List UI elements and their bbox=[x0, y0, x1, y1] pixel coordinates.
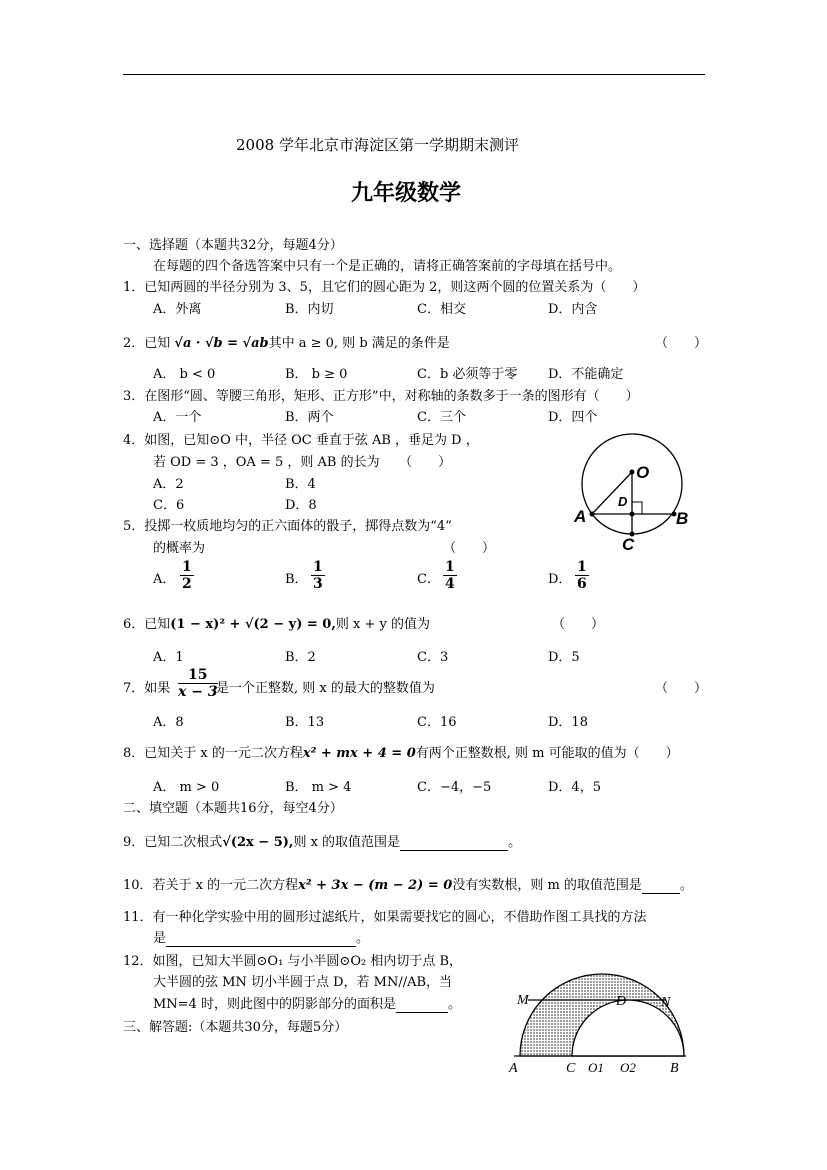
label-c: C bbox=[622, 535, 635, 554]
label-c: C bbox=[566, 1061, 576, 1075]
q5-c-denominator: 4 bbox=[445, 576, 455, 592]
q6-option-c: C．3 bbox=[417, 650, 449, 665]
q9-answer-blank[interactable] bbox=[400, 835, 508, 851]
q1-option-d: D．内含 bbox=[548, 302, 598, 317]
question-12-line1: 12．如图，已知大半圆⊙O₁ 与小半圆⊙O₂ 相内切于点 B， bbox=[123, 954, 463, 969]
q5-a-denominator: 2 bbox=[182, 576, 192, 592]
question-5-line2: 的概率为 bbox=[153, 541, 206, 556]
question-4-line1: 4．如图，已知⊙O 中，半径 OC 垂直于弦 AB ，垂足为 D ， bbox=[123, 433, 479, 448]
label-b: B bbox=[670, 1061, 679, 1075]
question-11-line1: 11．有一种化学实验中用的圆形过滤纸片，如果需要找它的圆心，不借助作图工具找的方法 bbox=[123, 910, 647, 925]
q1-option-b: B．内切 bbox=[285, 302, 334, 317]
q8-prefix: 8．已知关于 x 的一元二次方程 bbox=[123, 746, 303, 761]
q5-option-b-fraction bbox=[311, 559, 325, 592]
question-7-suffix: 是一个正整数, 则 x 的最大的整数值为 bbox=[216, 681, 435, 696]
section1-instruction: 在每题的四个备选答案中只有一个是正确的，请将正确答案前的字母填在括号中。 bbox=[153, 259, 622, 274]
q11-answer-blank[interactable] bbox=[166, 931, 356, 947]
q5-option-c-letter: C． bbox=[417, 572, 440, 587]
q11-prefix: 是 bbox=[153, 931, 167, 946]
q8-option-d: D．4，5 bbox=[548, 780, 601, 795]
q9-prefix: 9．已知二次根式 bbox=[123, 835, 223, 850]
q8-suffix: 有两个正整数根, 则 m 可能取的值为（ ） bbox=[415, 746, 679, 761]
q5-option-d-letter: D． bbox=[548, 572, 572, 587]
q5-option-b-letter: B． bbox=[285, 572, 308, 587]
question-8 bbox=[123, 742, 679, 761]
q5-option-a-fraction bbox=[180, 559, 194, 592]
q10-answer-blank[interactable] bbox=[642, 878, 680, 894]
q4-option-c: C．6 bbox=[153, 498, 185, 513]
q2-prefix: 2．已知 bbox=[123, 336, 171, 351]
q3-option-d: D．四个 bbox=[548, 410, 598, 425]
question-7-prefix: 7．如果 bbox=[123, 681, 171, 696]
q6-suffix: 则 x + y 的值为 bbox=[335, 617, 430, 632]
q8-option-c: C．−4，−5 bbox=[417, 780, 492, 795]
q2-option-b: B． b ≥ 0 bbox=[285, 367, 348, 382]
question-3: 3．在图形“圆、等腰三角形，矩形、正方形”中，对称轴的条数多于一条的图形有（ ） bbox=[123, 389, 639, 404]
exam-title: 九年级数学 bbox=[351, 180, 462, 206]
section2-heading: 二、填空题（本题共16分，每空4分） bbox=[123, 801, 343, 816]
label-m: M bbox=[517, 993, 529, 1008]
q3-option-b: B．两个 bbox=[285, 410, 334, 425]
label-a: A bbox=[509, 1061, 518, 1075]
q6-option-a: A．1 bbox=[153, 650, 184, 665]
label-b: B bbox=[676, 509, 689, 528]
q9-suffix: 则 x 的取值范围是 bbox=[293, 835, 401, 850]
label-n: N bbox=[661, 995, 671, 1010]
q7-denominator: x − 3 bbox=[178, 684, 218, 700]
question-6 bbox=[123, 613, 430, 632]
q9-expression: √(2x − 5), bbox=[222, 835, 294, 850]
q12-end: 。 bbox=[447, 997, 461, 1012]
label-o1: O1 bbox=[588, 1060, 604, 1075]
q2-option-d: D．不能确定 bbox=[548, 367, 624, 382]
q6-answer-paren: （ ） bbox=[552, 617, 605, 632]
q5-b-numerator: 1 bbox=[313, 559, 323, 575]
q4-option-d: D．8 bbox=[285, 498, 317, 513]
q10-suffix: 没有实数根，则 m 的取值范围是 bbox=[452, 878, 642, 893]
q9-end: 。 bbox=[508, 835, 522, 850]
q7-answer-paren: （ ） bbox=[655, 681, 708, 696]
q2-option-a: A． b < 0 bbox=[153, 367, 216, 382]
q5-c-numerator: 1 bbox=[445, 559, 455, 575]
q5-answer-paren: （ ） bbox=[443, 541, 496, 556]
section3-heading: 三、解答题:（本题共30分，每题5分） bbox=[123, 1020, 348, 1035]
q4-circle-figure bbox=[570, 422, 700, 557]
question-2 bbox=[123, 332, 450, 351]
q8-expression: x² + mx + 4 = 0 bbox=[302, 746, 416, 761]
q6-expression: (1 − x)² + √(2 − y) = 0, bbox=[170, 617, 336, 632]
exam-subtitle: 2008 学年北京市海淀区第一学期期末测评 bbox=[236, 136, 519, 154]
question-11-line2 bbox=[153, 927, 369, 947]
q5-a-numerator: 1 bbox=[182, 559, 192, 575]
q2-expression: √a · √b = √ab bbox=[174, 336, 269, 351]
question-1: 1．已知两圆的半径分别为 3、5，且它们的圆心距为 2，则这两个圆的位置关系为（ ） bbox=[123, 280, 646, 295]
section1-heading: 一、选择题（本题共32分，每题4分） bbox=[123, 238, 343, 253]
question-4-line2: 若 OD = 3 ，OA = 5 ，则 AB 的长为 （ ） bbox=[153, 455, 452, 470]
q5-option-a-letter: A． bbox=[153, 572, 176, 587]
question-10 bbox=[123, 874, 693, 894]
label-o: O bbox=[636, 463, 650, 482]
q2-answer-paren: （ ） bbox=[655, 336, 708, 351]
q8-option-b: B． m > 4 bbox=[285, 780, 352, 795]
q1-option-a: A．外离 bbox=[153, 302, 202, 317]
label-o2: O2 bbox=[620, 1060, 636, 1075]
q7-fraction bbox=[178, 667, 218, 700]
q7-option-b: B．13 bbox=[285, 715, 325, 730]
q6-option-b: B．2 bbox=[285, 650, 316, 665]
q4-option-a: A．2 bbox=[153, 477, 184, 492]
q5-option-d-fraction bbox=[575, 559, 589, 592]
question-9 bbox=[123, 831, 521, 851]
q2-option-c: C．b 必须等于零 bbox=[417, 367, 518, 382]
question-12-line2: 大半圆的弦 MN 切小半圆于点 D，若 MN//AB，当 bbox=[153, 975, 453, 990]
q10-end: 。 bbox=[679, 878, 693, 893]
q3-option-c: C．三个 bbox=[417, 410, 466, 425]
q6-option-d: D．5 bbox=[548, 650, 580, 665]
top-rule bbox=[123, 74, 705, 75]
q2-suffix: 其中 a ≥ 0, 则 b 满足的条件是 bbox=[268, 336, 450, 351]
q7-option-d: D．18 bbox=[548, 715, 588, 730]
q12-semicircle-figure bbox=[500, 960, 700, 1075]
q4-option-b: B．4 bbox=[285, 477, 316, 492]
q5-d-numerator: 1 bbox=[577, 559, 587, 575]
q8-option-a: A． m > 0 bbox=[153, 780, 220, 795]
label-d: D bbox=[618, 494, 628, 509]
q1-option-c: C．相交 bbox=[417, 302, 466, 317]
label-a: A bbox=[574, 507, 587, 526]
q10-prefix: 10．若关于 x 的一元二次方程 bbox=[123, 878, 299, 893]
q7-option-a: A．8 bbox=[153, 715, 184, 730]
q5-b-denominator: 3 bbox=[313, 576, 323, 592]
q5-d-denominator: 6 bbox=[577, 576, 587, 592]
question-12-line3 bbox=[153, 993, 461, 1013]
label-d: D bbox=[616, 994, 627, 1009]
q10-expression: x² + 3x − (m − 2) = 0 bbox=[298, 878, 453, 893]
q12-prefix: MN=4 时，则此图中的阴影部分的面积是 bbox=[153, 997, 396, 1012]
q3-option-a: A．一个 bbox=[153, 410, 202, 425]
q11-end: 。 bbox=[356, 931, 370, 946]
q6-prefix: 6．已知 bbox=[123, 617, 171, 632]
q5-option-c-fraction bbox=[443, 559, 457, 592]
q12-answer-blank[interactable] bbox=[396, 997, 448, 1013]
q7-option-c: C．16 bbox=[417, 715, 457, 730]
q7-numerator: 15 bbox=[178, 667, 218, 684]
question-5-line1: 5．投掷一枚质地均匀的正六面体的骰子，掷得点数为“4” bbox=[123, 519, 452, 534]
